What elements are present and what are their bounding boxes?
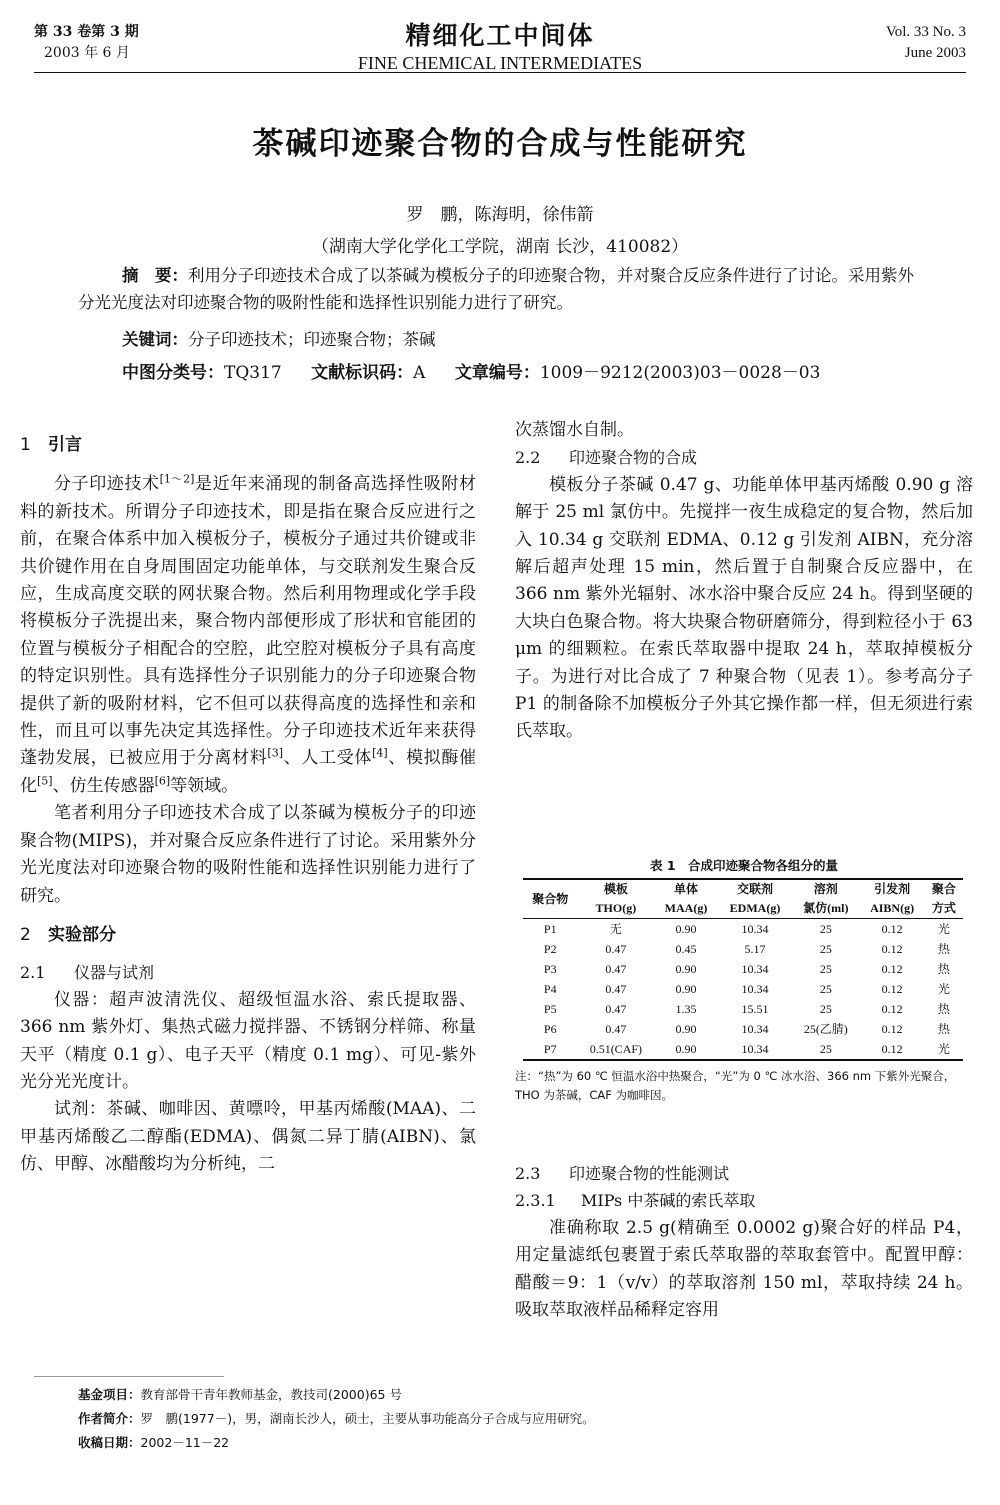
abstract <box>78 262 918 316</box>
abstract-text: 利用分子印迹技术合成了以茶碱为模板分子的印迹聚合物，并对聚合反应条件进行了讨论。采用紫外分光光度法对印迹聚合物的吸附性能和选择性识别能力进行了研究。 <box>78 266 914 312</box>
doc-value: A <box>413 363 426 383</box>
subsection-heading: 2.2 印迹聚合物的合成 <box>515 448 698 468</box>
author-note: 作者简介：罗 鹏(1977－)，男，湖南长沙人，硕士，主要从事功能高分子合成与应用研究。 <box>78 1411 595 1426</box>
keywords-label: 关键词： <box>122 330 188 349</box>
table-1 <box>515 856 973 1105</box>
table-row: P5 0.47 1.35 15.51 25 0.12 热 <box>543 1002 950 1016</box>
paragraph: 准确称取 2.5 g(精确至 0.0002 g)聚合好的样品 P4，用定量滤纸包裹置于索氏萃取器的萃取套管中。配置甲醇：醋酸＝9：1（v/v）的萃取溶剂 150 ml，萃取持续 24 h。吸取萃取液样品稀释定容用 <box>515 1217 973 1321</box>
abstract-label: 摘 要： <box>122 266 188 285</box>
left-column <box>20 432 476 1179</box>
col-header: 模板 <box>578 879 655 899</box>
subsubsection-heading: 2.3.1 MIPs 中茶碱的索氏萃取 <box>515 1191 756 1211</box>
col-header: 聚合 <box>925 879 963 899</box>
authors: 罗 鹏，陈海明，徐伟箭 <box>406 205 594 225</box>
table-note: 注：“热”为 60 ℃ 恒温水浴中热聚合，“光”为 0 ℃ 冰水浴、366 nm 下紫外光聚合，THO 为茶碱，CAF 为咖啡因。 <box>515 1069 956 1102</box>
col-header: 聚合物 <box>523 879 578 919</box>
table-row: P1 无 0.90 10.34 25 0.12 光 <box>543 922 950 936</box>
table-row: P7 0.51(CAF) 0.90 10.34 25 0.12 光 <box>523 1039 963 1060</box>
keywords <box>122 326 436 350</box>
journal-title-en: FINE CHEMICAL INTERMEDIATES <box>357 53 643 73</box>
col-header: 方式 <box>925 899 963 919</box>
col-header: EDMA(g) <box>718 899 792 919</box>
paper-title: 茶碱印迹聚合物的合成与性能研究 <box>252 126 748 162</box>
section-heading: 1 引言 <box>20 435 82 455</box>
col-header: 引发剂 <box>859 879 924 899</box>
doc-label: 文献标识码： <box>311 363 414 383</box>
received-note: 收稿日期：2002－11－22 <box>78 1435 230 1450</box>
citation: [1～2] <box>159 472 195 486</box>
footnote-rule <box>34 1376 224 1377</box>
col-header: MAA(g) <box>654 899 718 919</box>
table-row: P4 0.47 0.90 10.34 25 0.12 光 <box>543 982 950 996</box>
table-row: P3 0.47 0.90 10.34 25 0.12 热 <box>543 962 950 976</box>
paragraph: 试剂：茶碱、咖啡因、黄嘌呤，甲基丙烯酸(MAA)、二甲基丙烯酸乙二醇酯(EDMA)、偶氮二异丁腈(AIBN)、氯仿、甲醇、冰醋酸均为分析纯，二 <box>20 1099 476 1175</box>
header-right <box>886 22 966 64</box>
right-column <box>515 417 973 746</box>
art-value: 1009－9212(2003)03－0028－03 <box>539 363 821 383</box>
footnotes <box>78 1383 595 1455</box>
affiliation: （湖南大学化学化工学院，湖南 长沙，410082） <box>311 237 689 257</box>
paragraph: 次蒸馏水自制。 <box>515 420 634 440</box>
section-heading: 2 实验部分 <box>20 924 116 945</box>
citation: [6] <box>154 774 171 788</box>
running-header <box>34 20 966 72</box>
clc-label: 中图分类号： <box>122 363 224 383</box>
col-header: 交联剂 <box>718 879 792 899</box>
col-header: 氯仿(ml) <box>792 899 859 919</box>
issue-cn: 第 33 卷第 3 期 <box>34 24 139 40</box>
keywords-text: 分子印迹技术；印迹聚合物；茶碱 <box>188 330 436 349</box>
table-row: P2 0.47 0.45 5.17 25 0.12 热 <box>543 942 950 956</box>
col-header: AIBN(g) <box>859 899 924 919</box>
right-column-lower <box>515 1160 973 1324</box>
table-row: P6 0.47 0.90 10.34 25(乙腈) 0.12 热 <box>543 1022 950 1036</box>
fund-note: 基金项目：教育部骨干青年教师基金，教技司(2000)65 号 <box>78 1387 402 1402</box>
paragraph: 仪器：超声波清洗仪、超级恒温水浴、索氏提取器、366 nm 紫外灯、集热式磁力搅拌器、不锈钢分样筛、称量天平（精度 0.1 g）、电子天平（精度 0.1 mg）、可见-紫外光分光光度计。 <box>20 989 476 1092</box>
subsection-heading: 2.1 仪器与试剂 <box>20 963 155 983</box>
art-label: 文章编号： <box>454 363 540 383</box>
table-caption: 表 1 合成印迹聚合物各组分的量 <box>649 858 839 873</box>
date-cn: 2003 年 6 月 <box>44 45 130 61</box>
date-en: June 2003 <box>904 45 966 61</box>
header-center <box>34 20 966 74</box>
col-header: 单体 <box>654 879 718 899</box>
paragraph: 分子印迹技术[1～2]是近年来涌现的制备高选择性吸附材料的新技术。所谓分子印迹技术，即是指在聚合反应进行之前，在聚合体系中加入模板分子，模板分子通过共价键或非共价键作用在自身周围固定功能单体，与交联剂发生聚合反应，生成高度交联的网状聚合物。然后利用物理或化学手段将模板分子洗提出来，聚合物内部便形成了形状和官能团的位置与模板分子相配合的空腔，此空腔对模板分子具有高度的特定识别性。具有选择性分子识别能力的分子印迹聚合物提供了新的吸附材料，它不但可以获得高度的选择性和亲和性，而且可以事先决定其选择性。分子印迹技术近年来获得蓬勃发展，已被应用于分离材料[3]、人工受体[4]、模拟酶催化[5]、仿生传感器[6]等领域。 <box>20 472 477 796</box>
col-header: THO(g) <box>578 899 655 919</box>
col-header: 溶剂 <box>792 879 859 899</box>
citation: [3] <box>267 746 284 760</box>
journal-title-cn: 精细化工中间体 <box>405 21 595 50</box>
composition-table <box>523 878 963 1061</box>
paragraph: 模板分子茶碱 0.47 g、功能单体甲基丙烯酸 0.90 g 溶解于 25 ml 氯仿中。先搅拌一夜生成稳定的复合物，然后加入 10.34 g 交联剂 EDMA、0.12 g 引发剂 AIBN，充分溶解后超声处理 15 min，然后置于自制聚合反应器中，在 366 nm 紫外光辐射、冰水浴中聚合反应 24 h。得到坚硬的大块白色聚合物。将大块聚合物研磨筛分，得到粒径小于 63 μm 的细颗粒。在索氏萃取器中提取 24 h，萃取掉模板分子。为进行对比合成了 7 种聚合物（见表 1）。参考高分子 P1 的制备除不加模板分子外其它操作都一样，但无须进行索氏萃取。 <box>515 474 973 742</box>
citation: [4] <box>372 746 388 760</box>
subsection-heading: 2.3 印迹聚合物的性能测试 <box>515 1164 730 1183</box>
clc-value: TQ317 <box>224 363 282 383</box>
paragraph: 笔者利用分子印迹技术合成了以茶碱为模板分子的印迹聚合物(MIPS)，并对聚合反应条件进行了讨论。采用紫外分光光度法对印迹聚合物的吸附性能和选择性识别能力进行了研究。 <box>20 803 476 906</box>
citation: [5] <box>37 774 53 788</box>
classification <box>122 358 820 383</box>
vol-en: Vol. 33 No. 3 <box>885 24 966 40</box>
header-rule <box>34 72 966 73</box>
